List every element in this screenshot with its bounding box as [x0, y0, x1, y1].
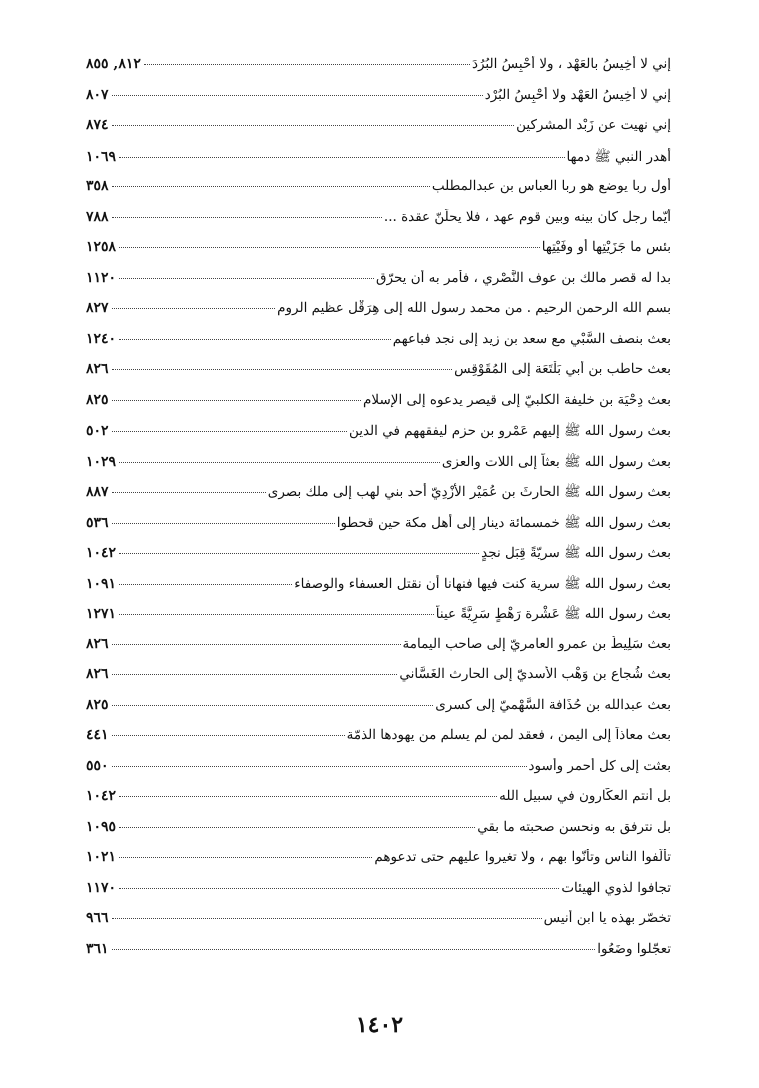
- entry-text: بعث رسول الله ﷺ بعثاً إلى اللات والعزى: [441, 453, 671, 470]
- dot-leader: [119, 584, 292, 585]
- index-entry: [86, 880, 671, 911]
- index-entry: [86, 514, 671, 545]
- index-entry: [86, 819, 671, 850]
- dot-leader: [112, 674, 398, 675]
- entry-text: بعث معاذاً إلى اليمن ، فعقد لمن لم يسلم من يهودها الذمّة: [346, 727, 671, 743]
- entry-text: أول ربا يوضع هو ربا العباس بن عبدالمطلب: [431, 178, 671, 194]
- entry-page-reference: ٨١٢, ٨٥٥: [86, 56, 141, 72]
- entry-page-reference: ٨٢٥: [86, 696, 109, 713]
- entry-page-reference: ٨٢٦: [86, 361, 109, 377]
- dot-leader: [119, 827, 475, 828]
- entry-page-reference: ٤٤١: [86, 727, 109, 743]
- entry-text: بل نترفق به ونحسن صحبته ما بقي: [477, 818, 671, 835]
- index-entry: [86, 270, 671, 301]
- entry-page-reference: ١٠٢١: [86, 849, 117, 865]
- entry-page-reference: ٨٢٦: [86, 635, 109, 652]
- entry-text: بعث رسول الله ﷺ خمسمائة دينار إلى أهل مكة حين قحطوا: [336, 514, 671, 531]
- entry-page-reference: ٩٦٦: [86, 910, 109, 926]
- index-entry: [86, 209, 671, 240]
- index-entry: [86, 849, 671, 880]
- entry-page-reference: ١٠٩١: [86, 575, 117, 592]
- index-entry: [86, 544, 671, 575]
- index-entry: [86, 453, 671, 484]
- dot-leader: [112, 95, 483, 96]
- entry-text: بعث عبدالله بن حُذَافة السَّهْميّ إلى كسرى: [435, 696, 671, 713]
- dot-leader: [119, 462, 440, 463]
- entry-text: إني نهيت عن زَبْد المشركين: [516, 117, 671, 133]
- index-entry: [86, 636, 671, 667]
- entry-text: بعث دِحْيَة بن خليفة الكلبيّ إلى قيصر يدعوه إلى الإسلام: [363, 391, 671, 408]
- index-entry: [86, 758, 671, 789]
- index-entry: [86, 117, 671, 148]
- entry-page-reference: ٥٥٠: [86, 757, 109, 774]
- entry-page-reference: ٧٨٨: [86, 208, 109, 225]
- entry-text: أيّما رجل كان بينه وبين قوم عهد ، فلا يحلّنّ عقدة ...: [383, 208, 671, 225]
- entry-text: تخصّر بهذه يا ابن أُنيس: [543, 910, 671, 926]
- entry-page-reference: ١٢٥٨: [86, 239, 117, 255]
- index-entry: [86, 605, 671, 636]
- dot-leader: [112, 492, 266, 493]
- dot-leader: [112, 369, 453, 370]
- entry-page-reference: ١٠٦٩: [86, 148, 117, 165]
- index-entry: [86, 361, 671, 392]
- entry-text: بعث شُجاع بن وَهْب الأسديّ إلى الحارث الغَسَّاني: [399, 666, 671, 682]
- dot-leader: [144, 64, 470, 65]
- entry-page-reference: ٨٧٤: [86, 117, 109, 133]
- entry-page-reference: ٨٨٧: [86, 484, 109, 500]
- dot-leader: [112, 523, 335, 524]
- entry-page-reference: ٨٢٦: [86, 666, 109, 682]
- dot-leader: [119, 796, 497, 797]
- entry-text: إني لا أخِيسُ العَهْد ولا أحْبِسُ البُرْد: [484, 86, 671, 103]
- index-entry: [86, 392, 671, 423]
- dot-leader: [112, 705, 434, 706]
- entry-text: بعث حاطب بن أبي بَلْتَعَة إلى المُقَوْقِس: [454, 361, 671, 377]
- dot-leader: [112, 217, 382, 218]
- index-entry: [86, 239, 671, 270]
- entry-page-reference: ٥٣٦: [86, 514, 109, 531]
- dot-leader: [119, 888, 559, 889]
- entry-page-reference: ٨٢٧: [86, 300, 109, 316]
- entry-text: إني لا أخِيسُ بالعَهْد ، ولا أحْبِسُ البُرُدَ: [471, 56, 671, 72]
- entry-page-reference: ٣٦١: [86, 940, 109, 957]
- entry-text: بعث رسول الله ﷺ الحارثَ بن عُمَيْر الأزْدِيّ أحد بني لهب إلى ملك بصرى: [267, 484, 671, 500]
- entry-text: بعث سَلِيطُ بن عمرو العامريّ إلى صاحب اليمامة: [402, 635, 671, 652]
- entry-page-reference: ٥٠٢: [86, 423, 109, 439]
- entry-page-reference: ١٠٤٢: [86, 788, 117, 804]
- entry-text: بعث رسول الله ﷺ عَشْرة رَهْطٍ سَرِيَّةً عيناً: [435, 606, 671, 622]
- dot-leader: [119, 614, 434, 615]
- entry-text: بعث رسول الله ﷺ سرية كنت فيها فنهانا أن نقتل العسفاء والوصفاء: [294, 575, 671, 592]
- index-entry: [86, 331, 671, 362]
- entry-text: بسم الله الرحمن الرحيم . من محمد رسول الله إلى هِرَقْل عظيم الروم: [277, 300, 671, 316]
- dot-leader: [112, 949, 596, 950]
- entry-text: أهدر النبي ﷺ دمها: [566, 148, 671, 165]
- dot-leader: [119, 157, 564, 158]
- index-entry: [86, 697, 671, 728]
- entry-page-reference: ١٠٢٩: [86, 453, 117, 470]
- entry-text: بعثت إلى كل أحمر وأسود: [528, 757, 671, 774]
- dot-leader: [112, 308, 276, 309]
- index-entry: [86, 483, 671, 514]
- entry-page-reference: ٨٢٥: [86, 391, 109, 408]
- index-entry: [86, 575, 671, 606]
- index-entry: [86, 56, 671, 87]
- entry-text: بدا له قصر مالك بن عوف النَّصْري ، فأمر به أن يحرّق: [376, 269, 671, 286]
- dot-leader: [119, 247, 540, 248]
- dot-leader: [112, 186, 430, 187]
- page-number: ١٤٠٢: [355, 1012, 404, 1038]
- entry-text: بل أنتم العكّارون في سبيل الله: [499, 788, 671, 804]
- dot-leader: [112, 644, 401, 645]
- entry-page-reference: ١٢٤٠: [86, 330, 117, 347]
- entry-page-reference: ١٠٤٢: [86, 545, 117, 561]
- entry-page-reference: ١١٢٠: [86, 269, 117, 286]
- entry-text: بعث بنصف السَّبْي مع سعد بن زيد إلى نجد فباعهم: [392, 330, 671, 347]
- entry-page-reference: ١٢٧١: [86, 606, 117, 622]
- index-entry: [86, 727, 671, 758]
- dot-leader: [112, 766, 527, 767]
- index-entry: [86, 910, 671, 941]
- dot-leader: [112, 431, 347, 432]
- index-entry: [86, 148, 671, 179]
- entry-text: بئس ما جَزَيْتِها أو وفَيْتِها: [541, 239, 671, 255]
- dot-leader: [119, 278, 374, 279]
- index-entry: [86, 666, 671, 697]
- dot-leader: [112, 400, 361, 401]
- dot-leader: [119, 553, 479, 554]
- dot-leader: [112, 125, 515, 126]
- index-entry: [86, 788, 671, 819]
- entry-page-reference: ١١٧٠: [86, 879, 117, 896]
- entry-text: تعجّلوا وضَعُوا: [597, 940, 671, 957]
- index-entry: [86, 300, 671, 331]
- index-entry: [86, 178, 671, 209]
- entry-text: بعث رسول الله ﷺ إليهم عَمْرو بن حزم ليفقههم في الدين: [348, 423, 671, 439]
- index-entry: [86, 422, 671, 453]
- dot-leader: [119, 339, 391, 340]
- dot-leader: [112, 918, 542, 919]
- entry-page-reference: ٣٥٨: [86, 178, 109, 194]
- entry-page-reference: ٨٠٧: [86, 86, 109, 103]
- hadith-index-list: [86, 56, 671, 971]
- entry-text: تجافوا لذوي الهيئات: [561, 879, 671, 896]
- entry-text: تألّفوا الناس وتأنّوا بهم ، ولا تغيروا عليهم حتى تدعوهم: [374, 849, 671, 865]
- index-entry: [86, 941, 671, 972]
- dot-leader: [119, 857, 372, 858]
- dot-leader: [112, 735, 345, 736]
- entry-text: بعث رسول الله ﷺ سريّةً قِبَل نجدٍ: [481, 545, 671, 561]
- index-entry: [86, 87, 671, 118]
- entry-page-reference: ١٠٩٥: [86, 818, 117, 835]
